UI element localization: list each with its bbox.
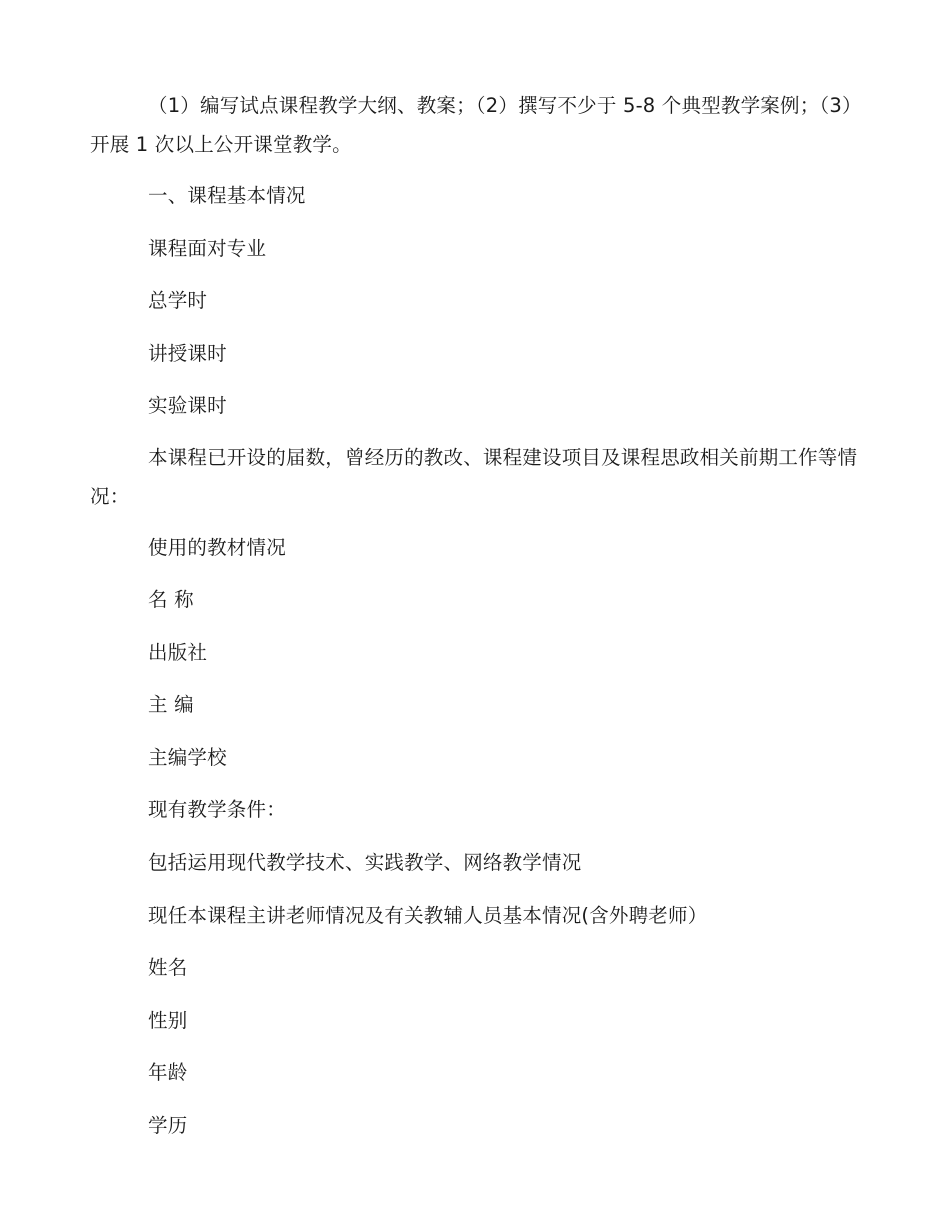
field-label-education: 学历: [148, 1114, 188, 1137]
field-label-name: 名 称: [148, 588, 194, 611]
history-paragraph: 本课程已开设的届数，曾经历的教改、课程建设项目及课程思政相关前期工作等情况：: [90, 446, 858, 508]
field-label-editor: 主 编: [148, 693, 194, 716]
field-label-teachers: 现任本课程主讲老师情况及有关教辅人员基本情况(含外聘老师）: [148, 904, 708, 927]
field-label-age: 年龄: [148, 1061, 188, 1084]
field-label-total-hours: 总学时: [148, 289, 208, 312]
field-label-target-major: 课程面对专业: [148, 237, 267, 260]
field-label-lab-hours: 实验课时: [148, 394, 227, 417]
field-label-teaching-tech: 包括运用现代教学技术、实践教学、网络教学情况: [148, 851, 582, 874]
field-label-teacher-name: 姓名: [148, 956, 188, 979]
field-label-publisher: 出版社: [148, 641, 208, 664]
section-heading-course-basics: 一、课程基本情况: [148, 184, 306, 207]
field-label-textbook: 使用的教材情况: [148, 536, 286, 559]
field-label-editor-school: 主编学校: [148, 746, 227, 769]
field-label-gender: 性别: [148, 1009, 188, 1032]
field-label-lecture-hours: 讲授课时: [148, 342, 227, 365]
intro-paragraph: （1）编写试点课程教学大纲、教案；（2）撰写不少于 5-8 个典型教学案例；（3）开展 1 次以上公开课堂教学。: [90, 94, 862, 156]
field-label-teaching-conditions: 现有教学条件：: [148, 798, 286, 821]
